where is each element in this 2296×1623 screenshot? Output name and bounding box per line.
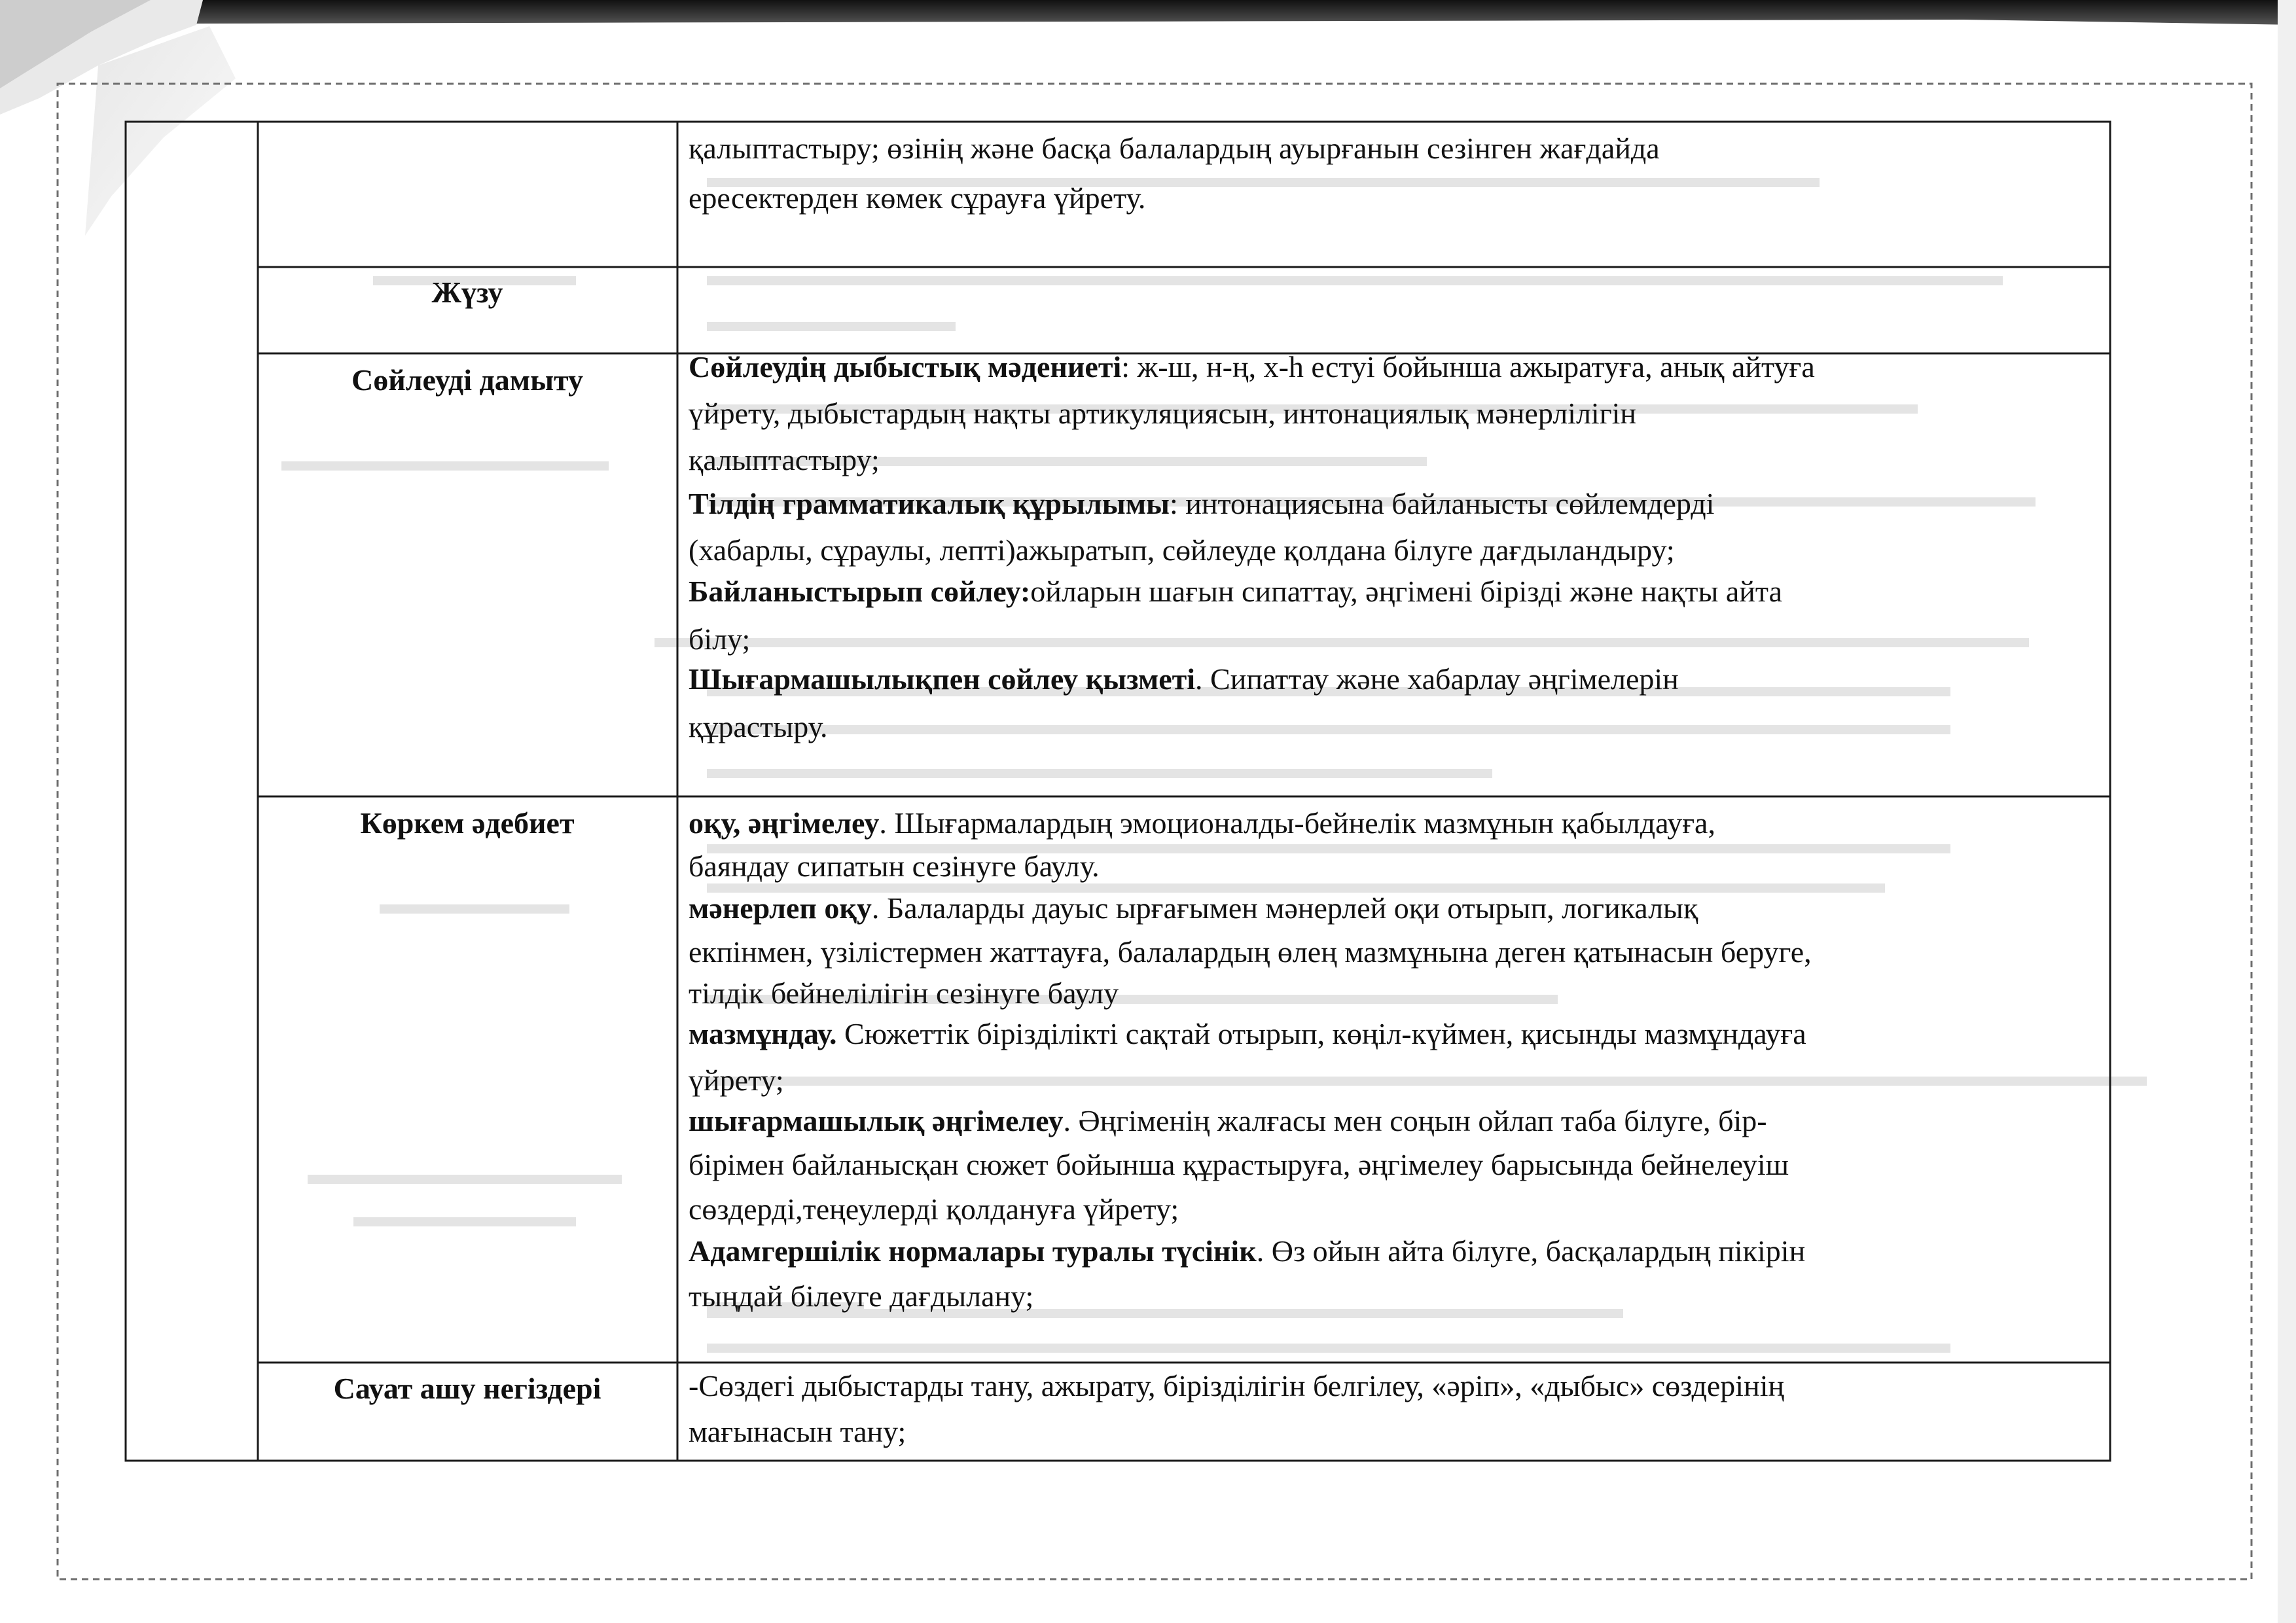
row-content-line: -Сөздегі дыбыстарды тану, ажырату, бірізділігін белгілеу, «әріп», «дыбыс» сөздерінің (689, 1369, 1785, 1402)
row-content-line: Сөйлеудің дыбыстық мәдениеті: ж-ш, н-ң, х-һ естуі бойынша ажыратуға, анық айтуға (689, 350, 1815, 383)
row-content-line: (хабарлы, сұраулы, лепті)ажыратып, сөйлеуде қолдана білуге дағдыландыру; (689, 533, 1675, 567)
row-content-line: Адамгершілік нормалары туралы түсінік. Өз ойын айта білуге, басқалардың пікірін (689, 1234, 1806, 1268)
row-content-line: ересектерден көмек сұрауға үйрету. (689, 181, 1146, 215)
row-content-line: мағынасын тану; (689, 1415, 906, 1448)
row-content-line: оқу, әңгімелеу. Шығармалардың эмоционалды-бейнелік мазмұнын қабылдауға, (689, 806, 1715, 840)
table-row (431, 276, 503, 309)
row-content-line: шығармашылық әңгімелеу. Әңгіменің жалғасы мен соңын ойлап таба білуге, бір- (689, 1104, 1767, 1137)
row-content-line: үйрету, дыбыстардың нақты артикуляциясын, интонациялық мәнерлілігін (689, 397, 1636, 430)
row-content-line: мазмұндау. Сюжеттік бірізділікті сақтай отырып, көңіл-күймен, қисынды мазмұндауға (689, 1017, 1806, 1050)
row-subject: Жүзу (431, 276, 503, 309)
row-content-line: тыңдай білеуге дағдылану; (689, 1279, 1034, 1313)
row-content-line: қалыптастыру; (689, 443, 880, 476)
row-content-line: құрастыру. (689, 710, 828, 743)
row-subject: Сауат ашу негіздері (333, 1372, 601, 1405)
row-content-line: мәнерлеп оқу. Балаларды дауыс ырғағымен мәнерлей оқи отырып, логикалық (689, 891, 1698, 925)
row-content-line: Тілдің грамматикалық құрылымы: интонациясына байланысты сөйлемдерді (689, 487, 1715, 520)
row-content-line: бірімен байланысқан сюжет бойынша құрастыруға, әңгімелеу барысында бейнелеуіш (689, 1148, 1789, 1181)
row-subject: Көркем әдебиет (360, 806, 575, 840)
row-content-line: қалыптастыру; өзінің және басқа балалардың ауырғанын сезінген жағдайда (689, 132, 1660, 165)
row-content-line: білу; (689, 622, 751, 656)
row-content-line: тілдік бейнелілігін сезінуге баулу (689, 976, 1119, 1010)
row-content-line: Байланыстырып сөйлеу:ойларын шағын сипаттау, әңгімені бірізді және нақты айта (689, 575, 1782, 608)
row-subject: Сөйлеуді дамыту (351, 363, 583, 397)
row-content-line: үйрету; (689, 1063, 784, 1097)
row-content-line: баяндау сипатын сезінуге баулу. (689, 849, 1100, 883)
row-content-line: сөздерді,теңеулерді қолдануға үйрету; (689, 1192, 1179, 1226)
row-content-line: екпінмен, үзілістермен жаттауға, балалардың өлең мазмұнына деген қатынасын беруге, (689, 935, 1812, 969)
row-content-line: Шығармашылықпен сөйлеу қызметі. Сипаттау және хабарлау әңгімелерін (689, 662, 1679, 696)
